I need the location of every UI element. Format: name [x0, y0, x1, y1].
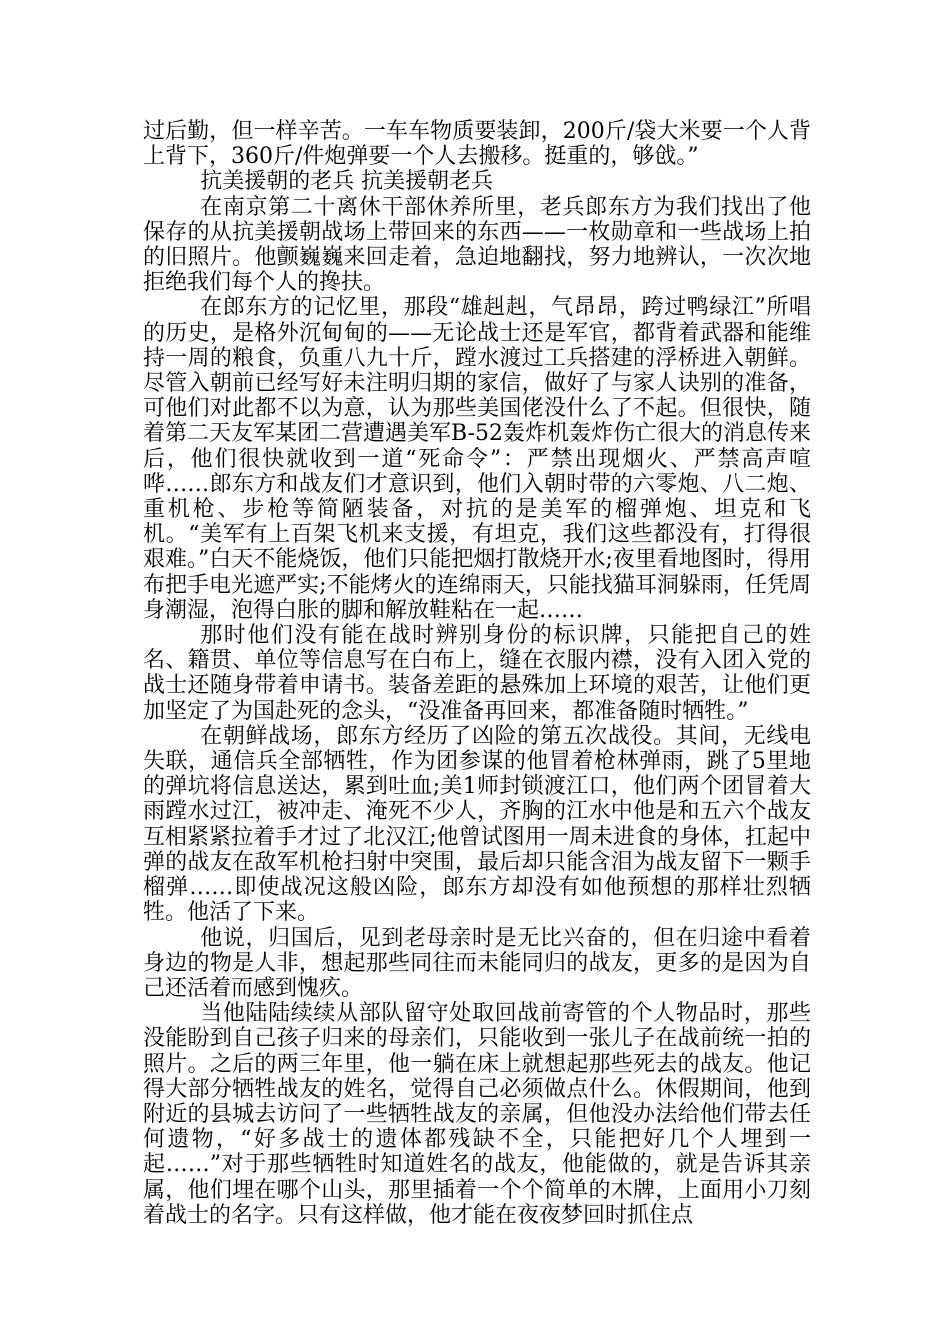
paragraph: 在朝鲜战场，郎东方经历了凶险的第五次战役。其间，无线电失联，通信兵全部牺牲，作为团参谋的他冒着枪林弹雨，跳了5里地的弹坑将信息送达，累到吐血;美1师封锁渡江口，他们两个团冒着大雨蹚水过江，被冲走、淹死不少人，齐胸的江水中他是和五六个战友互相紧紧拉着手才过了北汉江;他曾试图用一周未进食的身体，扛起中弹的战友在敌军机枪扫射中突围，最后却只能含泪为战友留下一颗手榴弹……即使战况这般凶险，郎东方却没有如他预想的那样壮烈牺牲。他活了下来。 [143, 723, 811, 926]
article-body [143, 119, 811, 1228]
paragraph-continuation: 过后勤，但一样辛苦。一车车物质要装卸，200斤/袋大米要一个人背上背下，360斤/件炮弹要一个人去搬移。挺重的，够戗。” [143, 119, 811, 170]
paragraph: 在郎东方的记忆里，那段“雄赳赳，气昂昂，跨过鸭绿江”所唱的历史，是格外沉甸甸的——无论战士还是军官，都背着武器和能维持一周的粮食，负重八九十斤，蹚水渡过工兵搭建的浮桥进入朝鲜。尽管入朝前已经写好未注明归期的家信，做好了与家人诀别的准备，可他们对此都不以为意，认为那些美国佬没什么了不起。但很快，随着第二天友军某团二营遭遇美军B-52轰炸机轰炸伤亡很大的消息传来后，他们很快就收到一道“死命令”：严禁出现烟火、严禁高声喧哗……郎东方和战友们才意识到，他们入朝时带的六零炮、八二炮、重机枪、步枪等简陋装备，对抗的是美军的榴弹炮、坦克和飞机。“美军有上百架飞机来支援，有坦克，我们这些都没有，打得很艰难。”白天不能烧饭，他们只能把烟打散烧开水;夜里看地图时，得用布把手电光遮严实;不能烤火的连绵雨天，只能找猫耳洞躲雨，任凭周身潮湿，泡得白胀的脚和解放鞋粘在一起…… [143, 295, 812, 623]
paragraph: 当他陆陆续续从部队留守处取回战前寄管的个人物品时，那些没能盼到自己孩子归来的母亲们，只能收到一张儿子在战前统一拍的照片。之后的两三年里，他一躺在床上就想起那些死去的战友。他记得大部分牺牲战友的姓名，觉得自己必须做点什么。休假期间，他到附近的县城去访问了一些牺牲战友的亲属，但他没办法给他们带去任何遗物，“好多战士的遗体都残缺不全，只能把好几个人埋到一起……”对于那些牺牲时知道姓名的战友，他能做的，就是告诉其亲属，他们埋在哪个山头，那里插着一个个简单的木牌，上面用小刀刻着战士的名字。只有这样做，他才能在夜夜梦回时抓住点 [143, 1001, 811, 1228]
paragraph: 在南京第二十离休干部休养所里，老兵郎东方为我们找出了他保存的从抗美援朝战场上带回来的东西——一枚勋章和一些战场上拍的旧照片。他颤巍巍来回走着，急迫地翻找，努力地辨认，一次次地拒绝我们每个人的搀扶。 [143, 194, 811, 296]
paragraph: 那时他们没有能在战时辨别身份的标识牌，只能把自己的姓名、籍贯、单位等信息写在白布上，缝在衣服内襟，没有入团入党的战士还随身带着申请书。装备差距的悬殊加上环境的艰苦，让他们更加坚定了为国赴死的念头，“没准备再回来，都准备随时牺牲。” [143, 623, 811, 724]
paragraph: 他说，归国后，见到老母亲时是无比兴奋的，但在归途中看着身边的物是人非，想起那些同往而未能同归的战友，更多的是因为自己还活着而感到愧疚。 [143, 925, 811, 1001]
section-heading: 抗美援朝的老兵 抗美援朝老兵 [200, 169, 494, 195]
